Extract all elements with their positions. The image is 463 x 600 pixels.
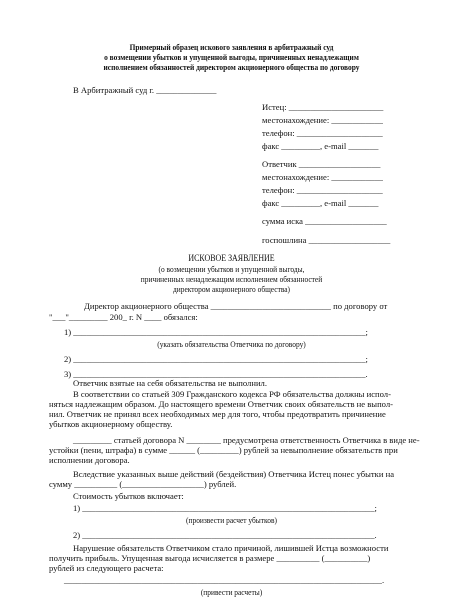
statement-subheading-1: (о возмещении убытков и упущенной выгоды, [158,264,305,274]
loss-item-1-hint: (произвести расчет убытков) [186,515,277,525]
paragraph-penalty-line-1: _________ статьей договора N ________ предусмотрена ответственность Ответчика в виде не- [73,435,420,445]
paragraph-lost-profit-line-1: Нарушение обязательств Ответчиком стало причиной, лишившей Истца возможности [73,543,389,553]
plaintiff-fax-email-line: факс _________, e-mail _______ [262,141,379,151]
statement-heading: ИСКОВОЕ ЗАЯВЛЕНИЕ [188,253,275,263]
defendant-phone-line: телефон: ____________________ [262,185,383,195]
paragraph-penalty-line-2: устойки (пени, штрафа) в сумме ______ (_________) рублей за невыполнение обязательств при [49,445,398,455]
state-fee-line: госпошлина ___________________ [262,235,391,245]
obligation-item-1-hint: (указать обязательства Ответчика по договору) [157,339,306,349]
document-title-line-2: о возмещении убытков и упущенной выгоды, причиненных ненадлежащим [104,52,359,62]
paragraph-loss-cost: Стоимость убытков включает: [73,491,184,501]
paragraph-losses-line-1: Вследствие указанных выше действий (бездействия) Ответчика Истец понес убытки на [73,469,395,479]
paragraph-article-309-line-1: В соответствии со статьей 309 Гражданского кодекса РФ обязательства должны испол- [73,389,391,399]
plaintiff-phone-line: телефон: ____________________ [262,128,383,138]
paragraph-penalty-line-3: исполнении договора. [49,455,130,465]
obligation-item-3: 3) ____________________________________________________________________. [64,369,368,379]
statement-subheading-2: причиненных ненадлежащим исполнением обязанностей [140,274,323,284]
plaintiff-name-line: Истец: ______________________ [262,102,384,112]
obligation-item-1: 1) ____________________________________________________________________; [64,327,368,337]
defendant-fax-email-line: факс _________, e-mail _______ [262,198,379,208]
paragraph-losses-line-2: сумму __________ (___________________) рублей. [49,479,237,489]
statement-subheading-3: директором акционерного общества) [172,284,291,294]
plaintiff-address-line: местонахождение: ____________ [262,115,383,125]
claim-amount-line: сумма иска ___________________ [262,216,387,226]
obligation-item-2: 2) ____________________________________________________________________; [64,354,368,364]
paragraph-article-309-line-4: убытков акционерному обществу. [49,419,173,429]
paragraph-director-line-1: Директор акционерного общества ____________________________ по договору от [84,301,388,311]
document-title-line-3: исполнением обязанностей директором акционерного общества по договору [103,62,360,72]
paragraph-article-309-line-3: нил. Ответчик не принял всех необходимых мер для того, чтобы предотвратить причинение [49,409,386,419]
loss-item-2: 2) ____________________________________________________________________. [73,530,377,540]
defendant-name-line: Ответчик ___________________ [262,159,381,169]
paragraph-director-line-2: "___"_________ 200_ г. N ____ обязался: [49,312,198,322]
paragraph-lost-profit-line-2: получить прибыль. Упущенная выгода исчисляется в размере __________ (__________) [49,553,371,563]
document-title-line-1: Примерный образец искового заявления в арбитражный суд [129,42,334,52]
calculation-line: __________________________________________________________________________. [64,575,385,585]
paragraph-lost-profit-line-3: рублей из следующего расчета: [49,563,164,573]
paragraph-article-309-line-2: няться надлежащим образом. До настоящего времени Ответчик своих обязательств не выпол- [49,399,394,409]
loss-item-1: 1) ____________________________________________________________________; [73,503,377,513]
paragraph-not-fulfilled: Ответчик взятые на себя обязательства не выполнил. [73,378,267,388]
defendant-address-line: местонахождение: ____________ [262,172,383,182]
calculation-hint: (привести расчеты) [200,587,263,597]
court-line: В Арбитражный суд г. ______________ [73,85,217,95]
